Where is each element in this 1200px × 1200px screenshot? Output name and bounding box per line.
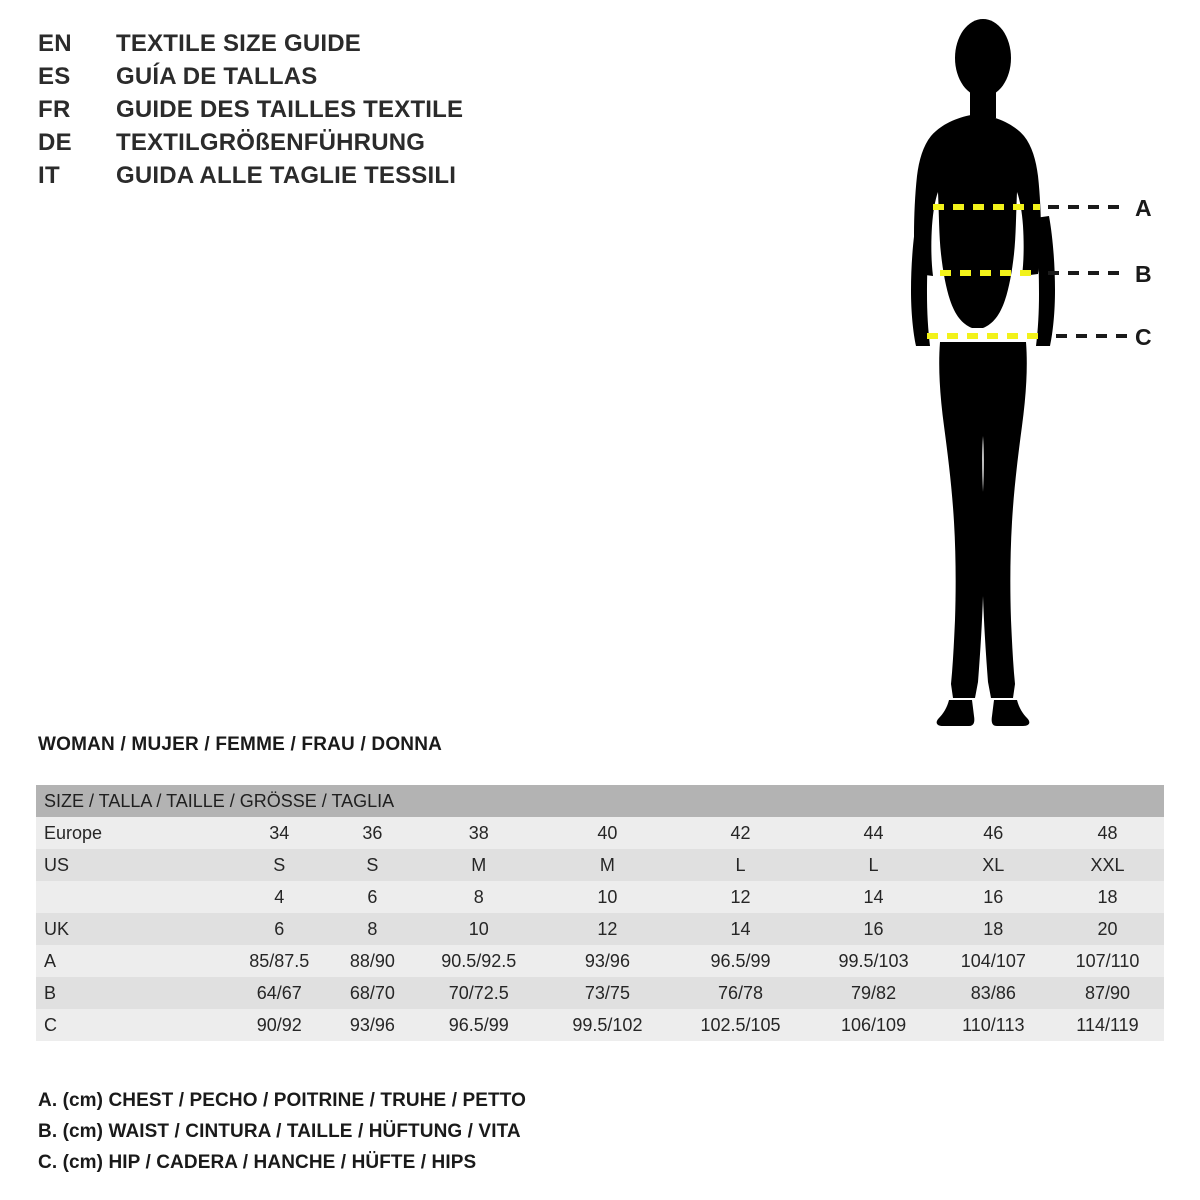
row-label-a: A (36, 945, 226, 977)
cell: L (811, 849, 935, 881)
cell: 93/96 (545, 945, 669, 977)
cell: 90/92 (226, 1009, 332, 1041)
table-row (36, 945, 1164, 977)
title-lang-fr: FR (38, 96, 71, 123)
cell: 107/110 (1051, 945, 1164, 977)
cell: 79/82 (811, 977, 935, 1009)
cell: 6 (226, 913, 332, 945)
title-text-it: GUIDA ALLE TAGLIE TESSILI (116, 162, 457, 189)
cell: 87/90 (1051, 977, 1164, 1009)
cell: 85/87.5 (226, 945, 332, 977)
cell: 16 (811, 913, 935, 945)
measure-letter-b: B (1135, 261, 1152, 287)
cell: 70/72.5 (412, 977, 545, 1009)
cell: 104/107 (936, 945, 1051, 977)
title-lang-es: ES (38, 63, 71, 90)
table-header-label: SIZE / TALLA / TAILLE / GRÖSSE / TAGLIA (36, 785, 1164, 817)
cell: XL (936, 849, 1051, 881)
cell: 96.5/99 (412, 1009, 545, 1041)
title-lang-it: IT (38, 162, 60, 189)
cell: 48 (1051, 817, 1164, 849)
measurement-figure (860, 10, 1190, 740)
cell: 16 (936, 881, 1051, 913)
section-label-woman: WOMAN / MUJER / FEMME / FRAU / DONNA (38, 734, 443, 755)
title-lang-en: EN (38, 30, 72, 57)
cell: 73/75 (545, 977, 669, 1009)
cell: 83/86 (936, 977, 1051, 1009)
table-row (36, 1009, 1164, 1041)
legend-line-b: B. (cm) WAIST / CINTURA / TAILLE / HÜFTUNG / VITA (38, 1121, 521, 1142)
cell: 64/67 (226, 977, 332, 1009)
cell: 68/70 (332, 977, 412, 1009)
cell: 90.5/92.5 (412, 945, 545, 977)
title-row (38, 30, 658, 63)
cell: 20 (1051, 913, 1164, 945)
cell: 102.5/105 (670, 1009, 812, 1041)
cell: 36 (332, 817, 412, 849)
cell: 10 (545, 881, 669, 913)
cell: 88/90 (332, 945, 412, 977)
title-text-de: TEXTILGRÖßENFÜHRUNG (116, 129, 426, 156)
cell: S (332, 849, 412, 881)
cell: 76/78 (670, 977, 812, 1009)
title-text-fr: GUIDE DES TAILLES TEXTILE (116, 96, 464, 123)
table-row (36, 977, 1164, 1009)
cell: S (226, 849, 332, 881)
title-text-es: GUÍA DE TALLAS (116, 63, 318, 90)
cell: 114/119 (1051, 1009, 1164, 1041)
cell: 110/113 (936, 1009, 1051, 1041)
cell: 93/96 (332, 1009, 412, 1041)
cell: 99.5/103 (811, 945, 935, 977)
cell: 6 (332, 881, 412, 913)
cell: 8 (412, 881, 545, 913)
cell: 40 (545, 817, 669, 849)
cell: 38 (412, 817, 545, 849)
cell: M (412, 849, 545, 881)
cell: 14 (670, 913, 812, 945)
measure-letter-a: A (1135, 195, 1152, 221)
cell: 99.5/102 (545, 1009, 669, 1041)
cell: 34 (226, 817, 332, 849)
cell: 96.5/99 (670, 945, 812, 977)
row-label-us: US (36, 849, 226, 881)
title-text-en: TEXTILE SIZE GUIDE (116, 30, 361, 57)
cell: 14 (811, 881, 935, 913)
row-label-uk: UK (36, 913, 226, 945)
title-block (38, 30, 658, 195)
row-label-europe: Europe (36, 817, 226, 849)
size-table (36, 785, 1164, 1041)
row-label-b: B (36, 977, 226, 1009)
title-row (38, 96, 658, 129)
title-row (38, 129, 658, 162)
cell: 12 (545, 913, 669, 945)
cell: M (545, 849, 669, 881)
cell: L (670, 849, 812, 881)
table-header-row (36, 785, 1164, 817)
cell: 42 (670, 817, 812, 849)
cell: 8 (332, 913, 412, 945)
cell: XXL (1051, 849, 1164, 881)
cell: 10 (412, 913, 545, 945)
female-body-silhouette-icon (860, 10, 1190, 740)
title-lang-de: DE (38, 129, 72, 156)
cell: 18 (1051, 881, 1164, 913)
row-label-us-numeric (36, 881, 226, 913)
title-row (38, 162, 658, 195)
table-row (36, 881, 1164, 913)
cell: 46 (936, 817, 1051, 849)
cell: 18 (936, 913, 1051, 945)
measure-letter-c: C (1135, 324, 1152, 350)
row-label-c: C (36, 1009, 226, 1041)
cell: 106/109 (811, 1009, 935, 1041)
cell: 12 (670, 881, 812, 913)
legend-line-c: C. (cm) HIP / CADERA / HANCHE / HÜFTE / HIPS (38, 1152, 477, 1173)
table-row (36, 817, 1164, 849)
legend (38, 1090, 738, 1183)
cell: 4 (226, 881, 332, 913)
table-row (36, 913, 1164, 945)
table-row (36, 849, 1164, 881)
cell: 44 (811, 817, 935, 849)
title-row (38, 63, 658, 96)
legend-line-a: A. (cm) CHEST / PECHO / POITRINE / TRUHE / PETTO (38, 1090, 526, 1111)
